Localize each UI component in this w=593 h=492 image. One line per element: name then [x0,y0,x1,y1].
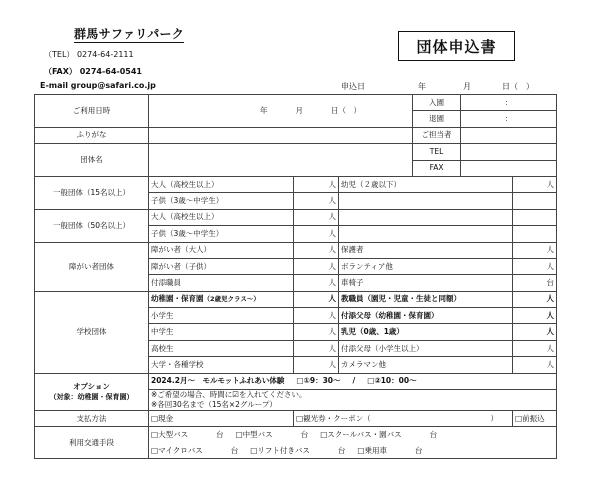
high-school-count[interactable]: 人 [294,340,339,356]
photographer-count[interactable]: 人 [513,357,557,373]
table-row [35,209,557,225]
exit-label: 退園 [413,111,461,127]
option-slot2-checkbox[interactable]: □②10：00～ [367,376,417,386]
tel-field[interactable] [461,144,557,160]
university-label: 大学・各種学校 [149,357,294,373]
disabled-child-count[interactable]: 人 [294,258,339,274]
general50-adult-count[interactable]: 人 [294,209,339,225]
teacher-label: 教職員（園児・児童・生徒と同額） [339,291,513,307]
kindergarten-text: 幼稚園・保育園 [151,294,204,304]
disabled-group-label: 障がい者団体 [35,242,149,291]
visit-date-field[interactable] [149,95,413,128]
general15-infant-label: 幼児（２歳以下） [339,176,513,192]
company-email: E-mail group@safari.co.jp [40,81,156,90]
attendant-label: 付添職員 [149,275,294,291]
pay-coupon-close: ） [490,413,499,423]
fax-label: FAX [413,160,461,176]
option-slot1-checkbox[interactable]: □①9：30～ [296,376,341,386]
wheelchair-label: 車椅子 [339,275,513,291]
teacher-count[interactable]: 人 [513,291,557,307]
table-row [35,242,557,258]
general50-blank-1 [339,209,513,225]
pay-coupon-text: □観光券・クーポン（ [296,413,371,423]
wheelchair-count[interactable]: 台 [513,275,557,291]
general50-blank-2-count [513,226,557,242]
group-name-label: 団体名 [35,144,149,177]
disabled-adult-count[interactable]: 人 [294,242,339,258]
bus-medium-unit: 台 [300,430,309,440]
table-row [35,127,557,143]
baby-count[interactable]: 人 [513,324,557,340]
general15-child-label: 子供（3歳～中学生） [149,193,294,209]
exit-time-field[interactable] [461,111,557,127]
table-row [35,427,557,443]
car-checkbox[interactable]: □乗用車 [357,445,387,455]
option-label [35,373,149,410]
table-row [35,176,557,192]
form-title: 団体申込書 [398,31,515,61]
company-name: 群馬サファリパーク [74,27,185,41]
kindergarten-label [149,291,294,307]
general50-child-count[interactable]: 人 [294,226,339,242]
general15-adult-count[interactable]: 人 [294,176,339,192]
parent-elem-count[interactable]: 人 [513,340,557,356]
disabled-child-label: 障がい者（子供） [149,258,294,274]
general15-label: 一般団体（15名以上） [35,176,149,209]
visit-year: 年 [260,105,268,115]
photographer-label: カメラマン他 [339,357,513,373]
guardian-count[interactable]: 人 [513,242,557,258]
transport-row-1 [149,427,557,443]
elementary-count[interactable]: 人 [294,308,339,324]
bus-large-checkbox[interactable]: □大型バス [151,430,189,440]
general15-infant-count[interactable]: 人 [513,176,557,192]
university-count[interactable]: 人 [294,357,339,373]
apply-month: 月 [463,82,471,91]
furigana-label: ふりがな [35,127,149,143]
apply-year: 年 [418,82,426,91]
attendant-count[interactable]: 人 [294,275,339,291]
table-row [35,411,557,427]
option-notes [149,390,557,411]
disabled-adult-label: 障がい者（大人） [149,242,294,258]
option-event-row [149,373,557,389]
option-event: 2024.2月～ モルモットふれあい体験 [151,376,285,386]
company-fax: （FAX） 0274-64-0541 [44,67,142,76]
microbus-checkbox[interactable]: □マイクロバス [151,445,203,455]
furigana-field[interactable] [149,127,413,143]
volunteer-count[interactable]: 人 [513,258,557,274]
parent-count[interactable]: 人 [513,308,557,324]
entry-colon: ： [504,97,513,107]
school-group-label: 学校団体 [35,291,149,373]
lift-bus-checkbox[interactable]: □リフト付きバス [250,445,310,455]
parent-label: 付添父母（幼稚園・保育園） [339,308,513,324]
general50-label: 一般団体（50名以上） [35,209,149,242]
kindergarten-count[interactable]: 人 [294,291,339,307]
general50-child-label: 子供（3歳～中学生） [149,226,294,242]
table-row [35,373,557,389]
visit-day: 日（ ） [331,105,361,115]
bus-large-unit: 台 [216,430,224,440]
high-school-label: 高校生 [149,340,294,356]
pay-cash-checkbox[interactable]: □現金 [149,411,294,427]
contact-person-field[interactable] [461,127,557,143]
apply-date-label: 申込日 [341,82,365,91]
option-slash: / [352,376,356,386]
junior-high-count[interactable]: 人 [294,324,339,340]
lift-bus-unit: 台 [337,445,346,455]
school-bus-unit: 台 [429,430,438,440]
general15-child-count[interactable]: 人 [294,193,339,209]
contact-person-label: ご担当者 [413,127,461,143]
entry-time-field[interactable] [461,95,557,111]
visit-date-label: ご利用日時 [35,95,149,128]
elementary-label: 小学生 [149,308,294,324]
general15-blank [339,193,513,209]
school-bus-checkbox[interactable]: □スクールバス・園バス [320,430,402,440]
payment-label: 支払方法 [35,411,149,427]
group-name-field[interactable] [149,144,413,177]
table-row [35,291,557,307]
pay-coupon-checkbox[interactable] [294,411,513,427]
table-row [35,95,557,111]
option-title: オプション [73,381,110,391]
general50-adult-label: 大人（高校生以上） [149,209,294,225]
company-tel: （TEL） 0274-64-2111 [44,50,134,59]
baby-label: 乳児（0歳、1歳） [339,324,513,340]
general50-blank-1-count [513,209,557,225]
transport-row-2 [149,443,557,459]
pay-advance-checkbox[interactable]: □前振込 [513,411,557,427]
volunteer-label: ボランティア他 [339,258,513,274]
option-note-1: ※ご希望の場合、時間に☑を入れてください。 [151,390,307,400]
kindergarten-note: （2歳児クラス～） [203,295,260,304]
entry-label: 入園 [413,95,461,111]
car-unit: 台 [414,445,423,455]
general15-adult-label: 大人（高校生以上） [149,176,294,192]
general50-blank-2 [339,226,513,242]
apply-day: 日（ ） [502,82,534,91]
parent-elem-label: 付添父母（小学生以上） [339,340,513,356]
application-table [34,94,557,459]
option-note-2: ※各回30名まで（15名×2グループ） [151,400,277,410]
visit-month: 月 [295,105,303,115]
table-row [35,144,557,160]
tel-label: TEL [413,144,461,160]
transport-label: 利用交通手段 [35,427,149,459]
bus-medium-checkbox[interactable]: □中型バス [235,430,273,440]
guardian-label: 保護者 [339,242,513,258]
microbus-unit: 台 [230,445,239,455]
junior-high-label: 中学生 [149,324,294,340]
general15-blank-count [513,193,557,209]
exit-colon: ： [504,114,513,124]
option-subtitle: （対象：幼稚園・保育園） [49,392,134,401]
fax-field[interactable] [461,160,557,176]
